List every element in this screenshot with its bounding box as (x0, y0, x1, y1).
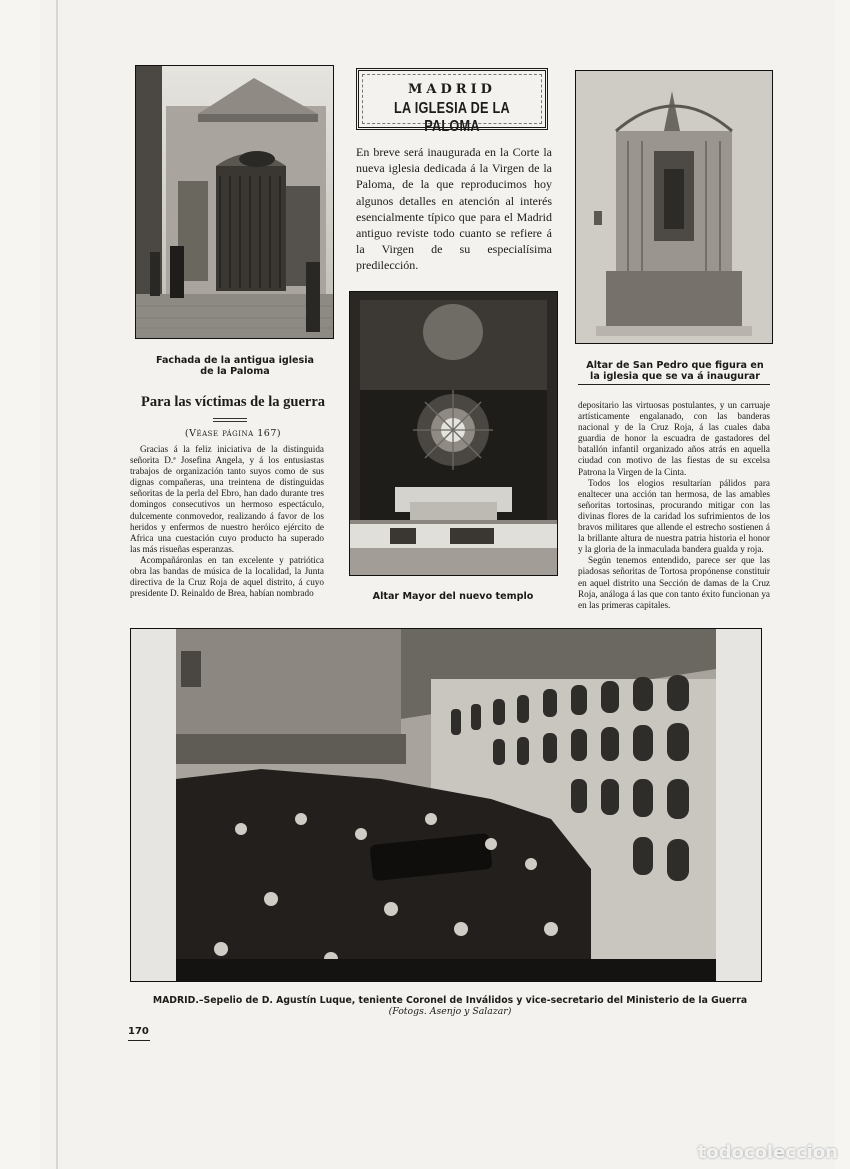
paragraph: Acompañáronlas en tan excelente y patriótica obra las bandas de música de la localidad, la Junta directiva de la Cruz Roja de aquel distrito, á cuyo presidente D. Reinaldo de Brea, habían nombrado (130, 554, 324, 599)
funeral-caption (130, 995, 770, 1017)
caption-rule (578, 384, 770, 385)
paragraph: Todos los elogios resultarían pálidos para enaltecer una acción tan hermosa, de las amables señoritas tortosinas, procurando mitigar con las divinas flores de la caridad los sufrimientos de los bravos militares que allende el estrecho sostienen á la brillante altura de nuestra patria historia el honor y la gloria de la inmaculada bandera gualda y roja. (578, 477, 770, 555)
paragraph: depositario las virtuosas postulantes, y un carruaje artísticamente engalanado, con las banderas nacional y de la Cruz Roja, á las cuales daba guardia de honor la escuadra de gastadores del batallón infantil organizado años atrás en aquella ciudad con motivo de las fiestas de su excelsa Patrona la Virgen de la Cinta. (578, 400, 770, 477)
article-title: Para las víctimas de la guerra (140, 394, 326, 410)
facade-photo (135, 65, 334, 339)
altar-san-pedro-photo (575, 70, 773, 344)
altar-san-pedro-caption: Altar de San Pedro que figura en la iglesia que se va á inaugurar (586, 360, 764, 382)
section-title-box (356, 68, 548, 135)
article-column-2 (578, 400, 770, 611)
watermark-logo: todocoleccion (697, 1142, 838, 1163)
article-column-1 (130, 444, 324, 599)
page-fold-line (56, 0, 58, 1169)
funeral-caption-text: MADRID.–Sepelio de D. Agustín Luque, teniente Coronel de Inválidos y vice-secretario del Ministerio de la Guerra (152, 995, 748, 1006)
funeral-photo (130, 628, 762, 982)
section-kicker: MADRID (408, 82, 496, 97)
page-number: 170 (128, 1026, 149, 1037)
altar-mayor-caption: Altar Mayor del nuevo templo (372, 591, 534, 602)
page-number-rule (128, 1040, 150, 1041)
title-ornament (213, 418, 247, 422)
page-reference: (Véase página 167) (184, 428, 282, 439)
intro-paragraph: En breve será inaugurada en la Corte la nueva iglesia dedicada á la Virgen de la Paloma, de la que reproducimos hoy algunos detalles en atención al interés esencialmente típico que para el Madrid antiguo reviste todo cuanto se refiere á la Virgen de su especialísima predilección. (356, 145, 552, 273)
paragraph: Según tenemos entendido, parece ser que las piadosas señoritas de Tortosa propónense constituir en aquel distrito una Sección de damas de la Cruz Roja, análoga á las que con tanto éxito funcionan ya en las primeras capitales. (578, 555, 770, 610)
paragraph: Gracias á la feliz iniciativa de la distinguida señorita D.ª Josefina Angela, y á los entusiastas trabajos de organización tanto suyos como de sus dignas compañeras, una treintena de distinguidas señoritas de la perla del Ebro, han dado durante tres domingos consecutivos un hermoso espectáculo, dulcemente conmovedor, realizando á favor de los heridos y enfermos de nuestro heróico ejército de Africa una cuestación cuyo producto ha superado las más risueñas esperanzas. (130, 444, 324, 554)
section-title: LA IGLESIA DE LA PALOMA (394, 100, 510, 135)
photo-credits: (Fotogs. Asenjo y Salazar) (388, 1006, 512, 1017)
altar-mayor-photo (349, 291, 558, 576)
facade-caption: Fachada de la antigua iglesia de la Paloma (155, 355, 315, 377)
